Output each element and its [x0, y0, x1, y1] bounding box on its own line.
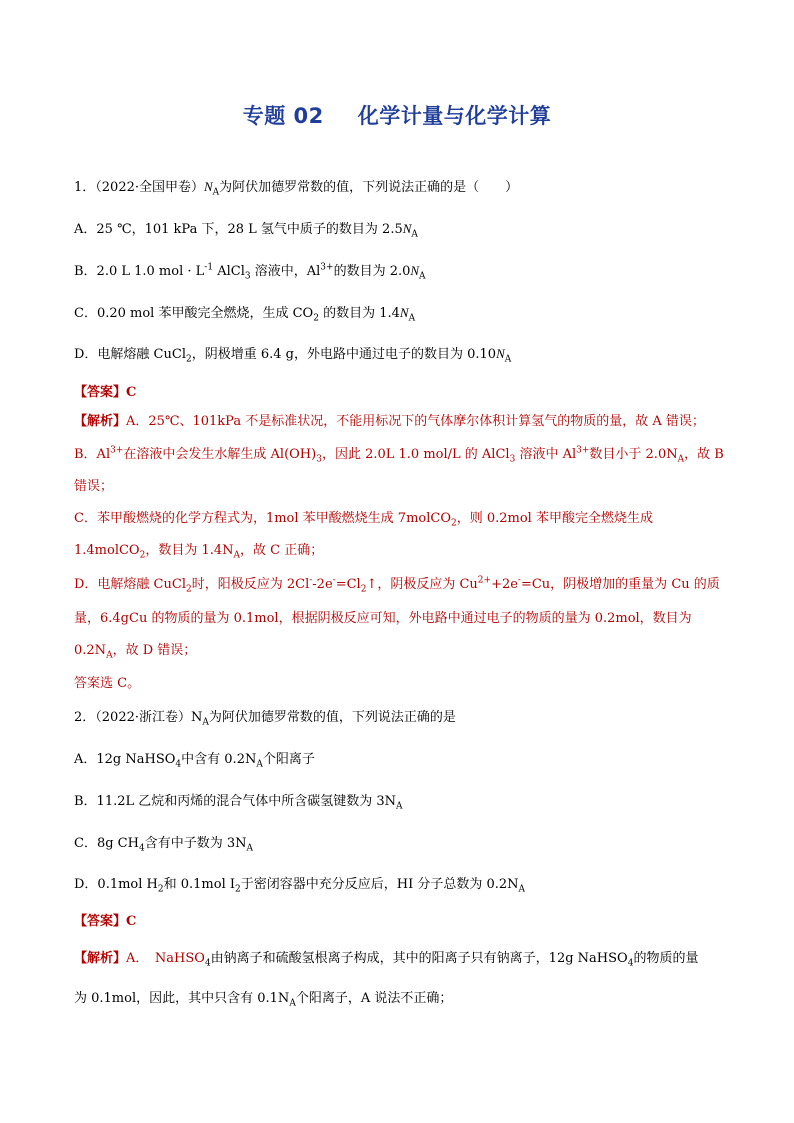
title-part1: 专题 02 [242, 104, 324, 128]
q2-option-b: B．11.2L 乙烷和丙烯的混合气体中所含碳氢键数为 $3N_A$ [74, 794, 403, 812]
q1-analysis-line5: 1.4molCO$_2$，数目为 $1.4N_A$，故 C 正确； [74, 543, 324, 561]
q1-analysis-line9: 答案选 C。 [74, 676, 141, 691]
q1-answer: 【答案】C [74, 385, 137, 400]
q1-analysis-line1: 【解析】A．25℃、101kPa 不是标准状况，不能用标况下的气体摩尔体积计算氢气的物质的量，故 A 错误； [74, 414, 705, 429]
q2-option-a: A．12g NaHSO$_4$中含有 $0.2N_A$个阳离子 [74, 752, 315, 770]
q2-option-c: C．8g $CH_4$含有中子数为 $3N_A$ [74, 836, 253, 854]
q1-analysis-line6: D．电解熔融 CuCl$_2$时，阳极反应为 $2Cl^--2e^-=Cl_2↑$，阴极反应为 $Cu^{2+}+2e^-=Cu$，阴极增加的重量为 Cu 的质 [74, 575, 720, 595]
title-part2: 化学计量与化学计算 [357, 104, 552, 128]
q1-option-d: D．电解熔融 CuCl$_2$，阴极增重 6.4 g，外电路中通过电子的数目为 $0.10N_A$ [74, 346, 512, 365]
q2-answer: 【答案】C [74, 914, 137, 929]
q1-option-b: B．2.0 L 1.0 mol · $L^{-1}$ AlCl$_3$ 溶液中，$Al^{3+}$的数目为 $2.0N_A$ [74, 262, 426, 282]
q1-analysis-line7: 量，6.4gCu 的物质的量为 0.1mol，根据阴极反应可知，外电路中通过电子的物质的量为 0.2mol，数目为 [74, 611, 692, 626]
page-title [0, 100, 794, 130]
q2-analysis-line2: 为 0.1mol，因此，其中只含有 $0.1N_A$个阳离子，A 说法不正确； [74, 991, 453, 1009]
q1-stem: 1．（2022·全国甲卷）$N_A$为阿伏加德罗常数的值，下列说法正确的是（ ） [74, 179, 519, 198]
q1-analysis-line8: $0.2N_A$，故 D 错误； [74, 643, 197, 661]
q1-analysis-line3: 错误； [74, 479, 114, 494]
q2-analysis-line1: 【解析】A． NaHSO$_4$由钠离子和硫酸氢根离子构成，其中的阳离子只有钠离子，12g NaHSO$_4$的物质的量 [74, 951, 699, 969]
q1-option-c: C．0.20 mol 苯甲酸完全燃烧，生成 $CO_2$ 的数目为 $1.4N_A$ [74, 305, 416, 324]
q2-option-d: D．0.1mol $H_2$和 0.1mol $I_2$于密闭容器中充分反应后，HI 分子总数为 $0.2N_A$ [74, 877, 526, 895]
q1-option-a: A．25 ℃，101 kPa 下，28 L 氢气中质子的数目为 $2.5N_A$ [74, 221, 418, 240]
q1-analysis-line2: B．$Al^{3+}$在溶液中会发生水解生成 $Al(OH)_3$，因此 2.0L 1.0 mol/L 的 AlCl$_3$ 溶液中 $Al^{3+}$数目小于 $2.0N_A$，故 B [74, 445, 724, 465]
q1-analysis-line4: C．苯甲酸燃烧的化学方程式为，1mol 苯甲酸燃烧生成 7molCO$_2$，则 0.2mol 苯甲酸完全燃烧生成 [74, 511, 653, 529]
q2-stem: 2．（2022·浙江卷）$N_A$为阿伏加德罗常数的值，下列说法正确的是 [74, 710, 456, 728]
